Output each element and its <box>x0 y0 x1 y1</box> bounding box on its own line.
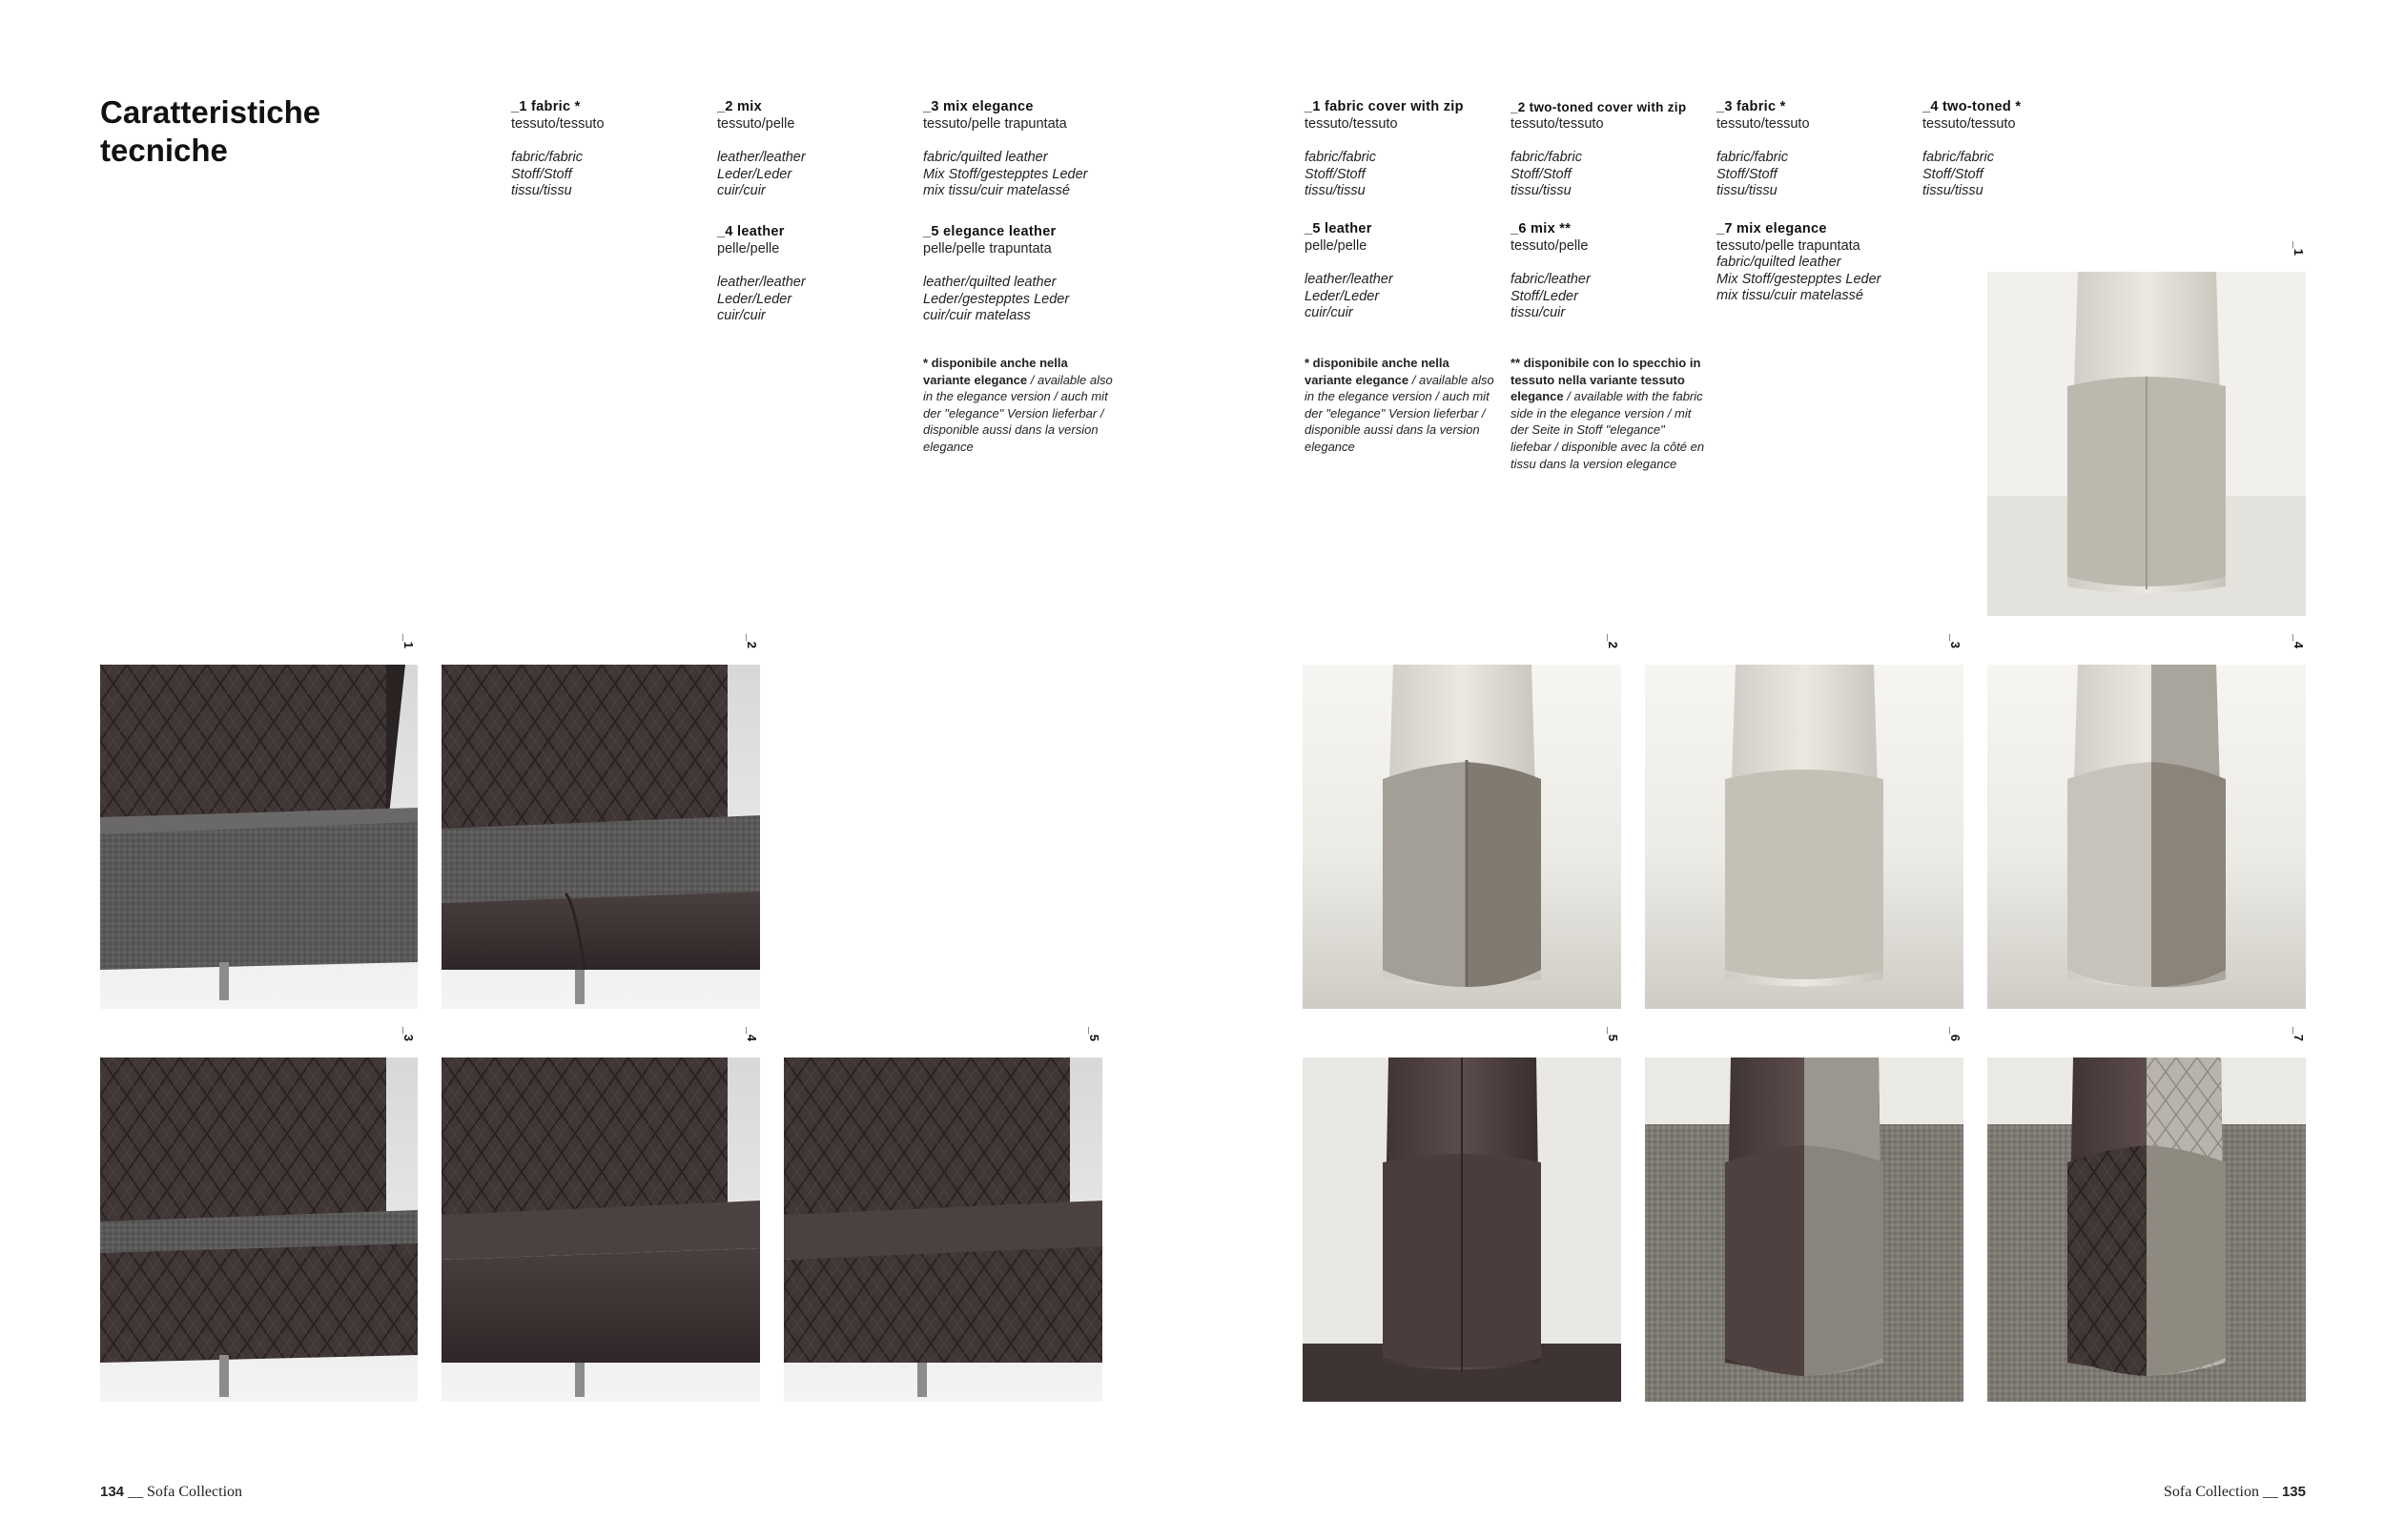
photo-label: _6 <box>1948 1027 1963 1042</box>
spec-heading: _2 two-toned cover with zip <box>1511 100 1687 114</box>
spec-heading: _2 mix <box>717 99 762 114</box>
photo-cushion-two-toned <box>1987 665 2306 1009</box>
note-line: / auch mit der "elegance" <box>923 389 1108 421</box>
photo-cushion-two-toned-zip <box>1303 665 1621 1009</box>
photo-cushion-fabric <box>1645 665 1963 1009</box>
note-line: / disponible avec la côté <box>1554 439 1688 454</box>
note-line: elegance <box>1305 439 1355 454</box>
spec-right-6 <box>1511 221 1720 322</box>
spec-line: Leder/Leder <box>1305 288 1380 304</box>
spec-line: fabric/leather <box>1511 272 1591 288</box>
footer-title-left: Sofa Collection <box>147 1484 243 1500</box>
note-line: / available <box>1408 372 1469 387</box>
spec-subtitle: tessuto/pelle trapuntata <box>1716 237 1860 254</box>
photo-cushion-mix <box>1645 1057 1963 1402</box>
spec-line: leather/leather <box>1305 272 1393 288</box>
note-line: / auch mit der "elegance" <box>1305 389 1490 421</box>
note-line: also in the elegance version <box>1305 372 1494 404</box>
spec-line: leather/quilted leather <box>923 275 1057 291</box>
note-line: fabric side in the elegance <box>1511 389 1703 421</box>
spec-right-7 <box>1716 221 1926 305</box>
footnote-right-1 <box>1305 355 1500 456</box>
note-line: en tissu dans la version <box>1511 439 1705 471</box>
spec-line: cuir/cuir matelass <box>923 308 1031 324</box>
spec-right-4 <box>1922 99 2132 200</box>
spec-line: mix tissu/cuir matelassé <box>1716 288 1863 304</box>
photo-label: _4 <box>745 1027 759 1042</box>
spec-subtitle: pelle/pelle trapuntata <box>923 240 1052 257</box>
spec-line: Mix Stoff/gestepptes Leder <box>923 166 1088 182</box>
footnote-right-2 <box>1511 355 1706 472</box>
spec-left-4 <box>717 224 927 325</box>
footer-title-right: Sofa Collection <box>2163 1484 2259 1500</box>
note-line: * disponibile anche nella <box>1305 356 1449 370</box>
photo-sofa-mix-elegance <box>100 1057 418 1402</box>
note-line: variante elegance <box>923 372 1028 387</box>
spec-line: leather/leather <box>717 150 806 166</box>
photo-cushion-fabric-cover-zip <box>1987 272 2306 616</box>
spec-line: Leder/Leder <box>717 166 792 182</box>
spec-heading: _4 leather <box>717 224 785 239</box>
spec-line: tissu/tissu <box>1305 183 1366 199</box>
spec-line: fabric/fabric <box>1305 150 1376 166</box>
page-title <box>100 93 424 170</box>
note-line: elegance <box>1511 389 1564 404</box>
photo-label: _2 <box>745 634 759 649</box>
note-line: / available with the <box>1563 389 1670 404</box>
photo-label: _2 <box>1606 634 1620 649</box>
photo-label: _3 <box>401 1027 416 1042</box>
spec-subtitle: tessuto/pelle <box>717 115 795 132</box>
spec-line: cuir/cuir <box>717 308 766 324</box>
spec-line: tissu/tissu <box>1716 183 1778 199</box>
spec-heading: _5 leather <box>1305 221 1372 236</box>
spec-heading: _1 fabric cover with zip <box>1305 99 1464 114</box>
footnote-left <box>923 355 1119 456</box>
photo-label: _5 <box>1606 1027 1620 1042</box>
spec-subtitle: tessuto/tessuto <box>511 115 605 132</box>
note-line: aussi dans la version <box>982 422 1099 438</box>
photo-label: _4 <box>2292 634 2306 649</box>
spec-heading: _1 fabric * <box>511 99 581 114</box>
spec-line: tissu/tissu <box>1922 183 1983 199</box>
note-line: ** disponibile con lo specchio <box>1511 356 1687 370</box>
spec-right-2 <box>1511 99 1720 200</box>
spec-heading: _7 mix elegance <box>1716 221 1827 236</box>
note-line: * disponibile anche nella <box>923 356 1068 370</box>
spec-heading: _3 mix elegance <box>923 99 1034 114</box>
spec-line: mix tissu/cuir matelassé <box>923 183 1070 199</box>
photo-sofa-leather <box>442 1057 760 1402</box>
spec-line: cuir/cuir <box>717 183 766 199</box>
spec-heading: _5 elegance leather <box>923 224 1057 239</box>
spec-line: fabric/fabric <box>1511 150 1582 166</box>
note-line: in tessuto nella variante tessuto <box>1511 356 1701 387</box>
photo-cushion-mix-elegance <box>1987 1057 2306 1402</box>
photo-sofa-elegance-leather <box>784 1057 1102 1402</box>
spec-line: Stoff/Stoff <box>1922 166 1983 182</box>
note-line: Stoff "elegance" liefebar <box>1511 422 1665 454</box>
spec-line: Stoff/Stoff <box>511 166 572 182</box>
spec-subtitle: pelle/pelle <box>717 240 780 257</box>
note-line: elegance <box>923 439 974 454</box>
spec-subtitle: tessuto/tessuto <box>1716 115 1810 132</box>
spec-line: cuir/cuir <box>1305 305 1353 321</box>
spec-right-1 <box>1305 99 1514 200</box>
spec-line: Leder/gestepptes Leder <box>923 291 1070 307</box>
footer-separator: __ <box>2258 1484 2282 1500</box>
note-line: Version lieferbar / disponible <box>1305 405 1486 438</box>
spec-right-3 <box>1716 99 1926 200</box>
spec-right-5 <box>1305 221 1514 322</box>
photo-sofa-mix <box>442 665 760 1009</box>
spec-line: tissu/cuir <box>1511 305 1566 321</box>
spec-line: Stoff/Stoff <box>1716 166 1778 182</box>
spec-line: leather/leather <box>717 275 806 291</box>
note-line: / available <box>1027 372 1087 387</box>
spec-heading: _4 two-toned * <box>1922 99 2022 114</box>
page-title-line-2: tecniche <box>100 133 228 168</box>
spec-line: fabric/fabric <box>511 150 583 166</box>
footer-left <box>100 1484 242 1501</box>
spec-left-3 <box>923 99 1133 200</box>
spec-heading: _3 fabric * <box>1716 99 1786 114</box>
note-line: variante elegance <box>1305 372 1409 387</box>
spec-line: Mix Stoff/gestepptes Leder <box>1716 271 1881 287</box>
spec-line: fabric/quilted leather <box>923 150 1048 166</box>
note-line: Version lieferbar / disponible <box>923 405 1104 438</box>
spec-line: fabric/fabric <box>1716 150 1788 166</box>
note-line: aussi dans la version <box>1364 422 1480 438</box>
note-line: version / mit der Seite in <box>1511 405 1692 438</box>
page-number-left: 134 <box>100 1484 125 1500</box>
spec-line: fabric/fabric <box>1922 150 1994 166</box>
spec-line: tissu/tissu <box>1511 183 1572 199</box>
spec-line: Stoff/Stoff <box>1305 166 1366 182</box>
photo-sofa-fabric <box>100 665 418 1009</box>
page-title-line-1: Caratteristiche <box>100 94 321 130</box>
page-number-right: 135 <box>2281 1484 2306 1500</box>
spec-subtitle: tessuto/pelle trapuntata <box>923 115 1067 132</box>
spec-line: Leder/Leder <box>717 291 792 307</box>
footer-separator: __ <box>124 1484 148 1500</box>
photo-cushion-leather <box>1303 1057 1621 1402</box>
spec-left-1 <box>511 99 721 200</box>
spec-line: Stoff/Stoff <box>1511 166 1572 182</box>
spec-subtitle: tessuto/tessuto <box>1511 115 1604 132</box>
footer-right <box>2164 1484 2306 1501</box>
spec-left-5 <box>923 224 1133 325</box>
spec-line: tissu/tissu <box>511 183 572 199</box>
photo-label: _5 <box>1087 1027 1101 1042</box>
spec-subtitle: tessuto/tessuto <box>1922 115 2016 132</box>
photo-label: _3 <box>1948 634 1963 649</box>
spec-subtitle: tessuto/pelle <box>1511 237 1589 254</box>
photo-label: _1 <box>2292 241 2306 257</box>
spec-left-2 <box>717 99 927 200</box>
photo-label: _7 <box>2292 1027 2306 1042</box>
spec-line: Stoff/Leder <box>1511 288 1578 304</box>
spec-line: fabric/quilted leather <box>1716 255 1841 271</box>
photo-label: _1 <box>401 634 416 649</box>
note-line: also in the elegance version <box>923 372 1113 404</box>
note-line: elegance <box>1626 456 1677 471</box>
spec-subtitle: tessuto/tessuto <box>1305 115 1398 132</box>
spec-subtitle: pelle/pelle <box>1305 237 1367 254</box>
spec-heading: _6 mix ** <box>1511 221 1572 236</box>
